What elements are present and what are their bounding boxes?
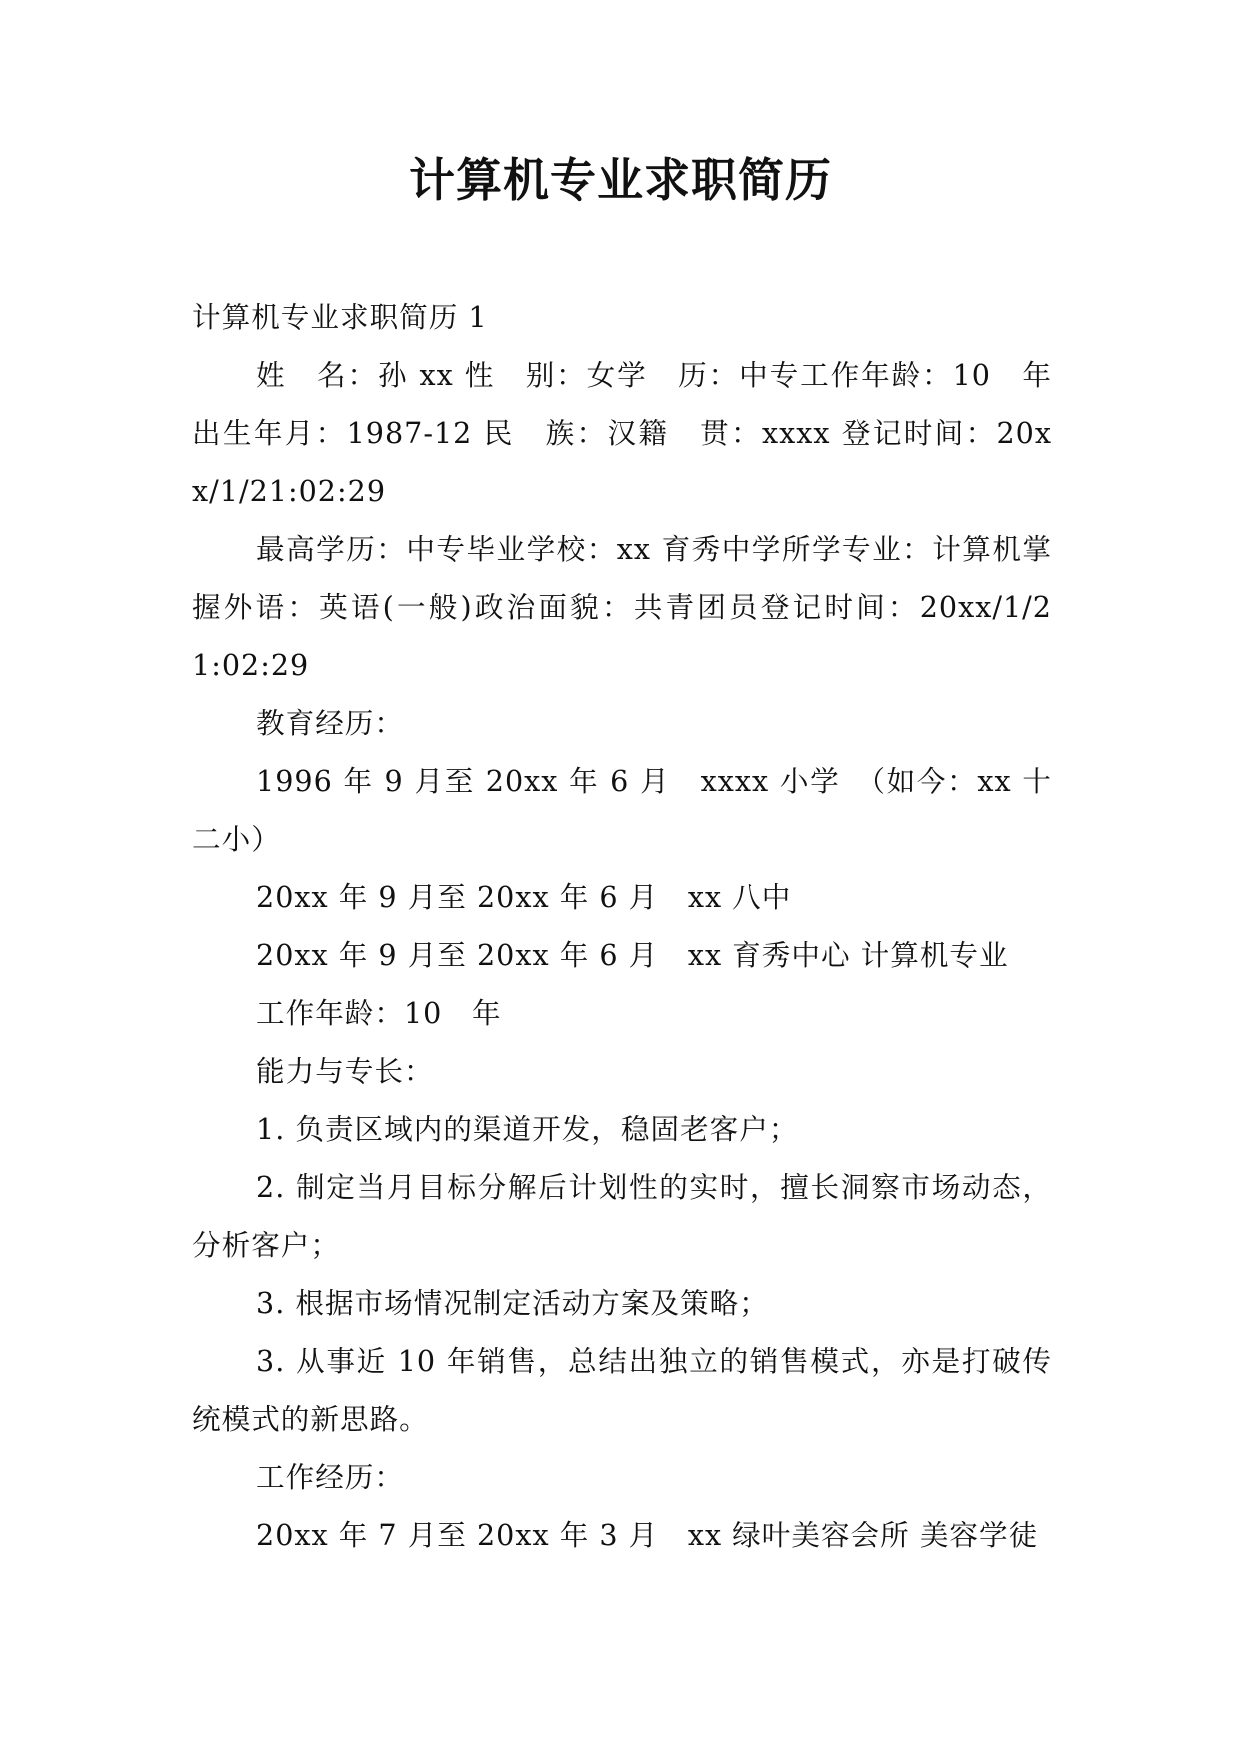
skill-item: 1. 负责区域内的渠道开发，稳固老客户；	[256, 1112, 799, 1146]
skill-item: 2. 制定当月目标分解后计划性的实时，擅长洞察市场动态，分析客户；	[192, 1170, 1052, 1262]
document-body	[192, 288, 1082, 1564]
skill-item: 3. 从事近 10 年销售，总结出独立的销售模式，亦是打破传统模式的新思路。	[192, 1344, 1052, 1436]
education-item: 1996 年 9 月至 20xx 年 6 月 xxxx 小学 （如今：xx 十二小）	[192, 764, 1052, 856]
education-item: 20xx 年 9 月至 20xx 年 6 月 xx 育秀中心 计算机专业	[256, 938, 1009, 972]
paragraph-education-summary: 最高学历：中专毕业学校：xx 育秀中学所学专业：计算机掌握外语：英语(一般)政治面貌：共青团员登记时间：20xx/1/2 1:02:29	[192, 532, 1082, 682]
paragraph-subtitle: 计算机专业求职简历 1	[192, 300, 488, 334]
section-heading-skills: 能力与专长：	[256, 1054, 434, 1088]
work-item: 20xx 年 7 月至 20xx 年 3 月 xx 绿叶美容会所 美容学徒	[256, 1518, 1039, 1552]
document-title: 计算机专业求职简历	[409, 153, 832, 207]
paragraph-personal-info: 姓 名：孙 xx 性 别：女学 历：中专工作年龄：10 年出生年月：1987-12 民 族：汉籍 贯：xxxx 登记时间：20xx/1/21:02:29	[192, 358, 1052, 508]
skill-item: 3. 根据市场情况制定活动方案及策略；	[256, 1286, 769, 1320]
work-years: 工作年龄：10 年	[256, 996, 502, 1030]
section-heading-education: 教育经历：	[256, 706, 404, 740]
education-item: 20xx 年 9 月至 20xx 年 6 月 xx 八中	[256, 880, 792, 914]
section-heading-work: 工作经历：	[256, 1460, 404, 1494]
